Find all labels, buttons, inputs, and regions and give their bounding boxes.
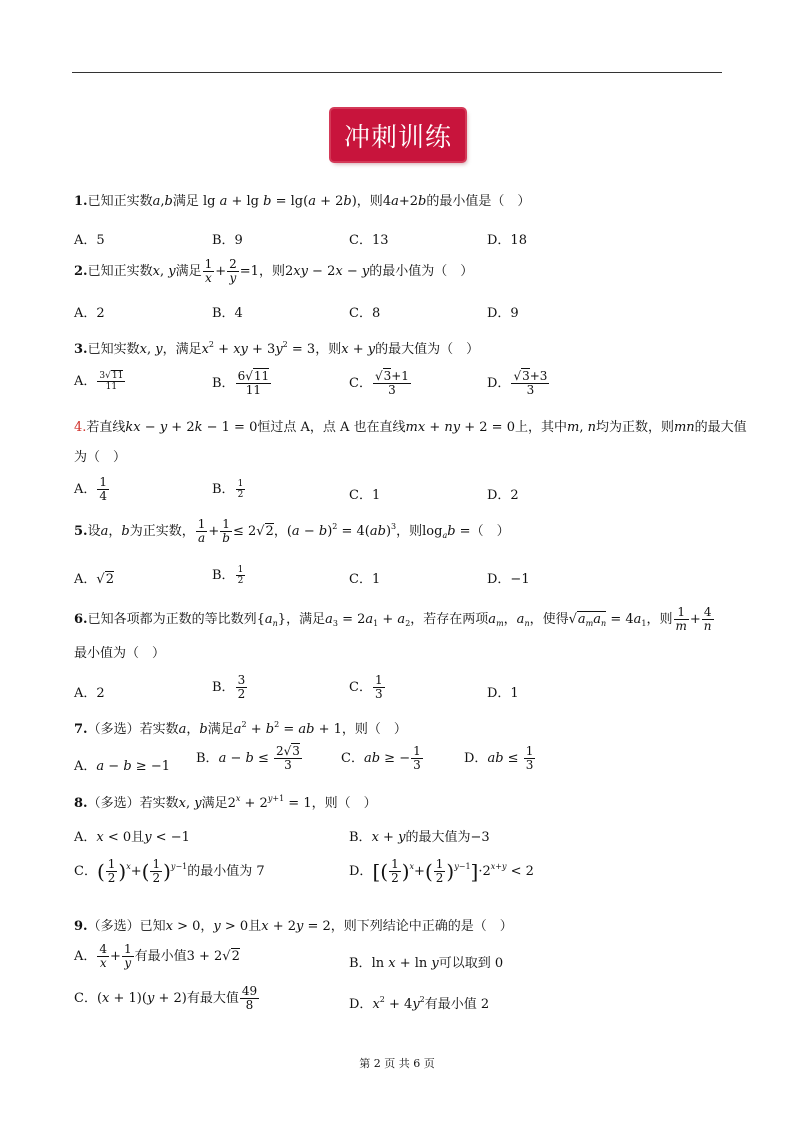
q9-option-d[interactable]: D．$x^2 + 4y^2$有最小值 2	[349, 995, 490, 1012]
header-rule	[72, 72, 722, 73]
q6-option-c[interactable]: C． $\frac{1}{3}$	[349, 673, 383, 701]
q6-option-a[interactable]: A．2	[74, 686, 105, 701]
q7-option-b[interactable]: B．a − b ≤ $\frac{2√3}{3}$	[196, 744, 300, 772]
banner-title: 冲刺训练	[343, 122, 452, 153]
q8-option-d[interactable]: D．[( $\frac{1}{2}$ )$^x$+( $\frac{1}{2}$ )$^{y-1}]\cdot 2^{x+y} < 2$	[349, 857, 534, 885]
q6-option-b[interactable]: B． $\frac{3}{2}$	[212, 673, 246, 701]
question-8: 8.（多选）若实数x, y满足$2^x + 2^{y+1} = 1$，则（ ）	[74, 794, 377, 811]
q1-option-d[interactable]: D．18	[487, 233, 527, 248]
q2-option-a[interactable]: A．2	[74, 306, 105, 321]
q1-option-a[interactable]: A．5	[74, 233, 105, 248]
q2-option-c[interactable]: C．8	[349, 306, 381, 321]
question-4-cont: 为（ ）	[74, 450, 127, 465]
question-5: 5.设a，b为正实数， $\frac{1}{a}$ + $\frac{1}{b}$ ≤ 2√2，$(a - b)^2 = 4(ab)^3$，则$\log_ab$ =（ ）	[74, 517, 510, 545]
question-1: 1.已知正实数a,b满足 lg a + lg b = lg(a + 2b)，则4a+2b的最小值是（ ）	[74, 194, 531, 209]
section-banner	[331, 109, 465, 161]
q5-option-c[interactable]: C．1	[349, 572, 381, 587]
q8-option-a[interactable]: A．x < 0且y < −1	[74, 830, 190, 845]
q2-option-b[interactable]: B．4	[212, 306, 243, 321]
question-3: 3.已知实数x, y，满足$x^2$ + xy + $3y^2 = 3$，则x + y的最大值为（ ）	[74, 340, 480, 357]
question-6-cont: 最小值为（ ）	[74, 646, 166, 661]
q3-option-d[interactable]: D． $\frac{√3+3}{3}$	[487, 369, 548, 397]
question-7: 7.（多选）若实数a，b满足$a^2 + b^2$ = ab + 1，则（ ）	[74, 720, 407, 737]
page-footer: 第 2 页 共 6 页	[359, 1057, 435, 1070]
q4-option-c[interactable]: C．1	[349, 488, 381, 503]
question-2: 2.已知正实数x, y满足 $\frac{1}{x}$ + $\frac{2}{y}$ =1，则2xy − 2x − y的最小值为（ ）	[74, 257, 474, 285]
q4-option-b[interactable]: B． $\frac{1}{2}$	[212, 479, 244, 500]
q9-option-c[interactable]: C．(x + 1)(y + 2)有最大值 $\frac{49}{8}$	[74, 984, 258, 1012]
q8-option-c[interactable]: C．( $\frac{1}{2}$ )$^x$+( $\frac{1}{2}$ )$^{y-1}$的最小值为 7	[74, 857, 265, 885]
question-4: 4.若直线kx − y + 2k − 1 = 0恒过点 A，点 A 也在直线mx + ny + 2 = 0上，其中m, n均为正数，则mn的最大值	[74, 420, 747, 435]
q3-option-b[interactable]: B． $\frac{6√11}{11}$	[212, 369, 270, 397]
q7-option-a[interactable]: A．a − b ≥ −1	[74, 759, 170, 774]
q7-option-d[interactable]: D．ab ≤ $\frac{1}{3}$	[464, 744, 534, 772]
q7-option-c[interactable]: C．ab ≥ − $\frac{1}{3}$	[341, 744, 421, 772]
q9-option-b[interactable]: B．ln x + ln y可以取到 0	[349, 956, 504, 971]
q5-option-d[interactable]: D．−1	[487, 572, 530, 587]
q3-option-c[interactable]: C． $\frac{√3+1}{3}$	[349, 369, 409, 397]
q4-option-d[interactable]: D．2	[487, 488, 519, 503]
q5-option-b[interactable]: B． $\frac{1}{2}$	[212, 565, 244, 586]
q9-option-a[interactable]: A． $\frac{4}{x}$ + $\frac{1}{y}$ 有最小值3 + 2√2	[74, 942, 240, 970]
q5-option-a[interactable]: A．√2	[74, 572, 114, 587]
question-6: 6.已知各项都为正数的等比数列$\{a_n\}$，满足$a_3 = 2a_1 + a_2$，若存在两项$a_m$，$a_n$，使得$√a_ma_n = 4a_1$，则 $\frac{1}{m}$ + $\frac{4}{n}$	[74, 605, 712, 633]
question-9: 9.（多选）已知x > 0，y > 0且x + 2y = 2，则下列结论中正确的是（ ）	[74, 919, 513, 934]
q8-option-b[interactable]: B．x + y的最大值为−3	[349, 830, 490, 845]
q3-option-a[interactable]: A． $\frac{3√11}{11}$	[74, 371, 124, 392]
q1-option-c[interactable]: C．13	[349, 233, 389, 248]
q1-option-b[interactable]: B．9	[212, 233, 243, 248]
q4-option-a[interactable]: A． $\frac{1}{4}$	[74, 475, 108, 503]
q2-option-d[interactable]: D．9	[487, 306, 519, 321]
q6-option-d[interactable]: D．1	[487, 686, 519, 701]
